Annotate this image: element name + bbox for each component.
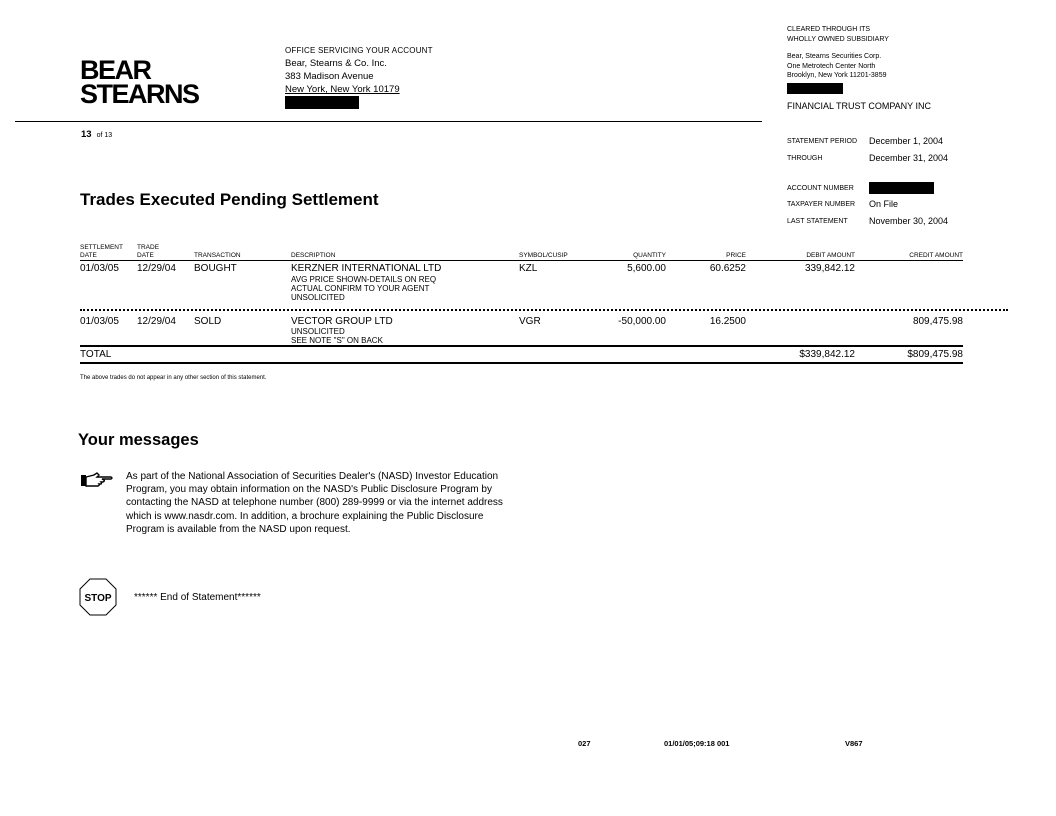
total-top-rule: [80, 345, 963, 347]
clearing-line-2: WHOLLY OWNED SUBSIDIARY: [787, 35, 889, 43]
row-transaction: BOUGHT: [194, 263, 237, 274]
row-separator: [80, 309, 1008, 311]
row-quantity: 5,600.00: [627, 263, 666, 274]
row-quantity: -50,000.00: [618, 316, 666, 327]
taxpayer-label: TAXPAYER NUMBER: [787, 201, 856, 208]
last-statement-label: LAST STATEMENT: [787, 218, 848, 225]
row-detail: SEE NOTE "S" ON BACK: [291, 336, 383, 345]
row-trade-date: 12/29/04: [137, 316, 176, 327]
stop-sign-icon: [79, 578, 117, 621]
redacted-clearing-info: [787, 83, 843, 94]
total-label: TOTAL: [80, 349, 112, 360]
trades-note: The above trades do not appear in any other section of this statement.: [80, 375, 267, 381]
row-settle-date: 01/03/05: [80, 263, 119, 274]
header-debit: DEBIT AMOUNT: [806, 251, 855, 259]
account-label: ACCOUNT NUMBER: [787, 185, 854, 192]
clearing-city: Brooklyn, New York 11201-3859: [787, 72, 887, 79]
header-settlement: SETTLEMENT: [80, 244, 123, 251]
last-statement-value: November 30, 2004: [869, 216, 949, 226]
stop-label: STOP: [84, 593, 112, 604]
office-address: [285, 44, 433, 109]
footer-code-1: 027: [578, 739, 591, 748]
office-city: New York, New York 10179: [285, 84, 400, 95]
clearing-street: One Metrotech Center North: [787, 62, 876, 70]
header-trade-date-label: DATE: [137, 251, 154, 259]
office-label: OFFICE SERVICING YOUR ACCOUNT: [285, 46, 433, 55]
section-title: Trades Executed Pending Settlement: [80, 190, 379, 209]
header-credit: CREDIT AMOUNT: [909, 251, 963, 259]
row-credit: 809,475.98: [912, 316, 963, 327]
row-detail: ACTUAL CONFIRM TO YOUR AGENT: [291, 284, 430, 293]
total-debit: $339,842.12: [799, 349, 855, 360]
header-quantity: QUANTITY: [633, 251, 666, 259]
header-settlement-date-label: DATE: [80, 251, 97, 259]
row-symbol: VGR: [519, 316, 541, 327]
row-detail: UNSOLICITED: [291, 327, 345, 336]
clearing-info: [787, 25, 889, 94]
bear-stearns-logo: [80, 55, 199, 109]
row-detail: AVG PRICE SHOWN-DETAILS ON REQ: [291, 275, 437, 284]
footer-code-3: V867: [845, 739, 863, 748]
row-debit: 339,842.12: [804, 263, 855, 274]
row-price: 60.6252: [709, 263, 746, 274]
end-of-statement: ****** End of Statement******: [134, 592, 261, 603]
page-total: of 13: [96, 132, 113, 139]
nasd-message: As part of the National Association of Securities Dealer's (NASD) Investor Education Program, you may obtain information on the NASD's Public Disclosure Program by contacting the NASD at telephone number (800) 289-9999 or via the internet address which is www.nasdr.com. In addition, a brochure explaining the Public Disclosure Program is available from the NASD upon request.: [126, 471, 503, 535]
page-current: 13: [81, 129, 92, 140]
through-label: THROUGH: [787, 155, 823, 162]
header-underline: [80, 260, 963, 261]
office-street: 383 Madison Avenue: [285, 71, 374, 82]
row-description: VECTOR GROUP LTD: [291, 316, 393, 327]
footer-code-2: 01/01/05;09:18 001: [664, 739, 730, 748]
row-trade-date: 12/29/04: [137, 263, 176, 274]
period-label: STATEMENT PERIOD: [787, 138, 858, 145]
header-settlement-date: [80, 244, 123, 259]
row-settle-date: 01/03/05: [80, 316, 119, 327]
header-description: DESCRIPTION: [291, 251, 336, 259]
header-transaction: TRANSACTION: [194, 251, 241, 259]
clearing-line-1: CLEARED THROUGH ITS: [787, 26, 871, 33]
row-symbol: KZL: [519, 263, 538, 274]
pointing-hand-icon: [80, 472, 114, 493]
header-rule: [15, 121, 762, 122]
taxpayer-value: On File: [869, 199, 899, 209]
header-trade: TRADE: [137, 244, 160, 251]
header-trade-date: [137, 244, 159, 259]
redacted-account-number: [869, 182, 934, 194]
through-value: December 31, 2004: [869, 153, 949, 163]
header-symbol: SYMBOL/CUSIP: [519, 251, 568, 259]
header-price: PRICE: [726, 251, 746, 259]
clearing-name: Bear, Stearns Securities Corp.: [787, 53, 882, 60]
logo-line-1: BEAR: [80, 55, 151, 85]
row-detail: UNSOLICITED: [291, 293, 345, 302]
row-description: KERZNER INTERNATIONAL LTD: [291, 263, 442, 274]
total-bottom-rule: [80, 362, 963, 364]
trust-company: FINANCIAL TRUST COMPANY INC: [787, 101, 932, 111]
messages-title: Your messages: [78, 431, 199, 449]
page-indicator: [81, 129, 112, 140]
logo-line-2: STEARNS: [80, 79, 199, 109]
row-price: 16.2500: [709, 316, 746, 327]
office-name: Bear, Stearns & Co. Inc.: [285, 58, 387, 69]
redacted-office-info: [285, 96, 359, 109]
period-value: December 1, 2004: [869, 136, 944, 146]
total-credit: $809,475.98: [907, 349, 963, 360]
row-transaction: SOLD: [194, 316, 222, 327]
